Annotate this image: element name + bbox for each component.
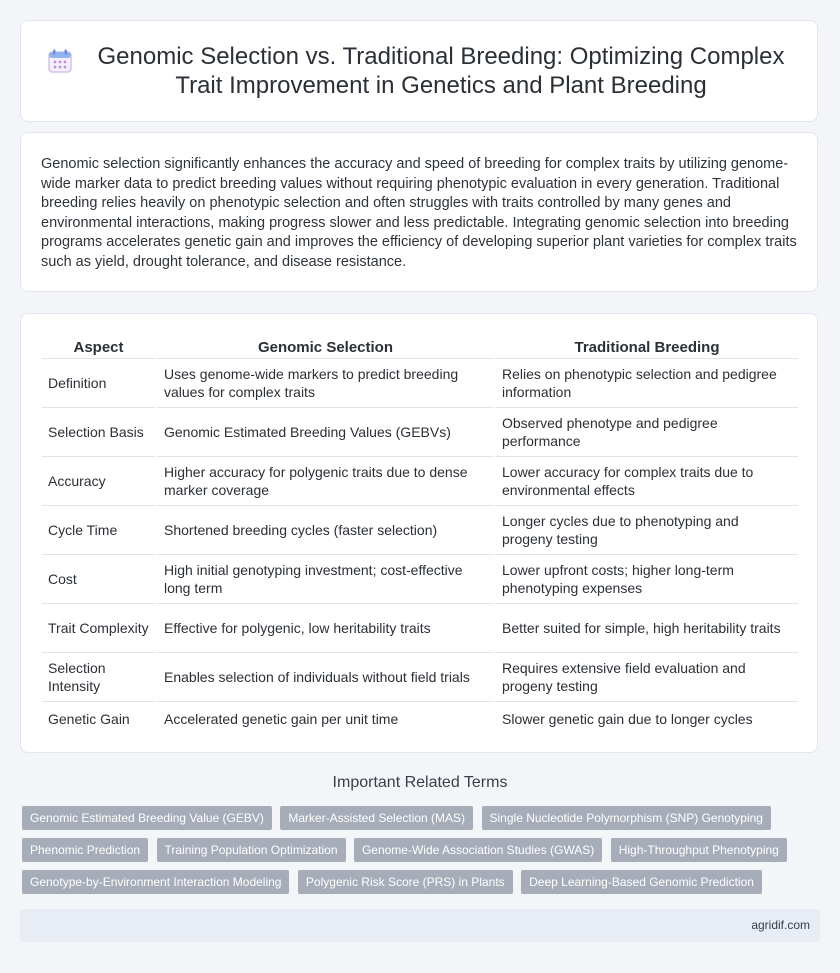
row-aspect: Cost (42, 554, 155, 603)
row-genomic: Uses genome-wide markers to predict breeding values for complex traits (155, 358, 493, 407)
row-traditional: Longer cycles due to phenotyping and progeny testing (493, 505, 798, 554)
table-header-row (42, 334, 798, 358)
row-genomic: Enables selection of individuals without field trials (155, 652, 493, 701)
footer (20, 909, 820, 942)
row-genomic: High initial genotyping investment; cost-effective long term (155, 554, 493, 603)
related-term-tag[interactable]: Deep Learning-Based Genomic Prediction (521, 870, 762, 894)
row-traditional: Better suited for simple, high heritability traits (493, 603, 798, 652)
related-term-tag[interactable]: Phenomic Prediction (22, 838, 148, 862)
row-traditional: Observed phenotype and pedigree performance (493, 407, 798, 456)
comparison-table (42, 334, 798, 736)
row-traditional: Lower accuracy for complex traits due to environmental effects (493, 456, 798, 505)
row-genomic: Accelerated genetic gain per unit time (155, 701, 493, 736)
related-terms-title: Important Related Terms (332, 774, 508, 791)
row-aspect: Trait Complexity (42, 603, 155, 652)
title-card (20, 20, 818, 122)
table-row (42, 603, 798, 652)
header-genomic-selection: Genomic Selection (155, 334, 493, 358)
row-aspect: Genetic Gain (42, 701, 155, 736)
related-term-tag[interactable]: Genotype-by-Environment Interaction Modeling (22, 870, 289, 894)
row-genomic: Effective for polygenic, low heritability traits (155, 603, 493, 652)
title-wrap (47, 42, 791, 100)
related-term-tag[interactable]: Marker-Assisted Selection (MAS) (280, 806, 473, 830)
row-traditional: Slower genetic gain due to longer cycles (493, 701, 798, 736)
table-row (42, 652, 798, 701)
comparison-table-card (20, 313, 818, 753)
calendar-icon (47, 48, 73, 74)
summary-card (20, 132, 818, 292)
row-traditional: Lower upfront costs; higher long-term phenotyping expenses (493, 554, 798, 603)
table-row (42, 554, 798, 603)
related-term-tag[interactable]: Genomic Estimated Breeding Value (GEBV) (22, 806, 272, 830)
related-terms-list (22, 806, 822, 902)
related-term-tag[interactable]: High-Throughput Phenotyping (611, 838, 787, 862)
row-aspect: Cycle Time (42, 505, 155, 554)
page-title: Genomic Selection vs. Traditional Breeding: Optimizing Complex Trait Improvement in Genetics and Plant Breeding (97, 43, 785, 99)
summary-text: Genomic selection significantly enhances the accuracy and speed of breeding for complex traits by utilizing genome-wide marker data to predict breeding values without requiring phenotypic evaluation in every generation. Traditional breeding relies heavily on phenotypic selection and often struggles with traits controlled by many genes and environmental interactions, making progress slower and less predictable. Integrating genomic selection into breeding programs accelerates genetic gain and improves the efficiency of developing superior plant varieties for complex traits such as yield, drought tolerance, and disease resistance. (41, 156, 797, 270)
table-row (42, 505, 798, 554)
row-aspect: Accuracy (42, 456, 155, 505)
row-traditional: Requires extensive field evaluation and progeny testing (493, 652, 798, 701)
row-aspect: Definition (42, 358, 155, 407)
table-row (42, 358, 798, 407)
row-genomic: Higher accuracy for polygenic traits due to dense marker coverage (155, 456, 493, 505)
table-row (42, 407, 798, 456)
related-term-tag[interactable]: Training Population Optimization (157, 838, 346, 862)
related-term-tag[interactable]: Polygenic Risk Score (PRS) in Plants (298, 870, 513, 894)
footer-site-link[interactable]: agridif.com (751, 918, 810, 932)
row-aspect: Selection Intensity (42, 652, 155, 701)
header-traditional-breeding: Traditional Breeding (493, 334, 798, 358)
header-aspect: Aspect (73, 338, 124, 356)
related-term-tag[interactable]: Single Nucleotide Polymorphism (SNP) Genotyping (482, 806, 771, 830)
row-genomic: Shortened breeding cycles (faster selection) (155, 505, 493, 554)
row-aspect: Selection Basis (42, 407, 155, 456)
table-row (42, 456, 798, 505)
table-row (42, 701, 798, 736)
row-traditional: Relies on phenotypic selection and pedigree information (493, 358, 798, 407)
row-genomic: Genomic Estimated Breeding Values (GEBVs) (155, 407, 493, 456)
related-term-tag[interactable]: Genome-Wide Association Studies (GWAS) (354, 838, 602, 862)
